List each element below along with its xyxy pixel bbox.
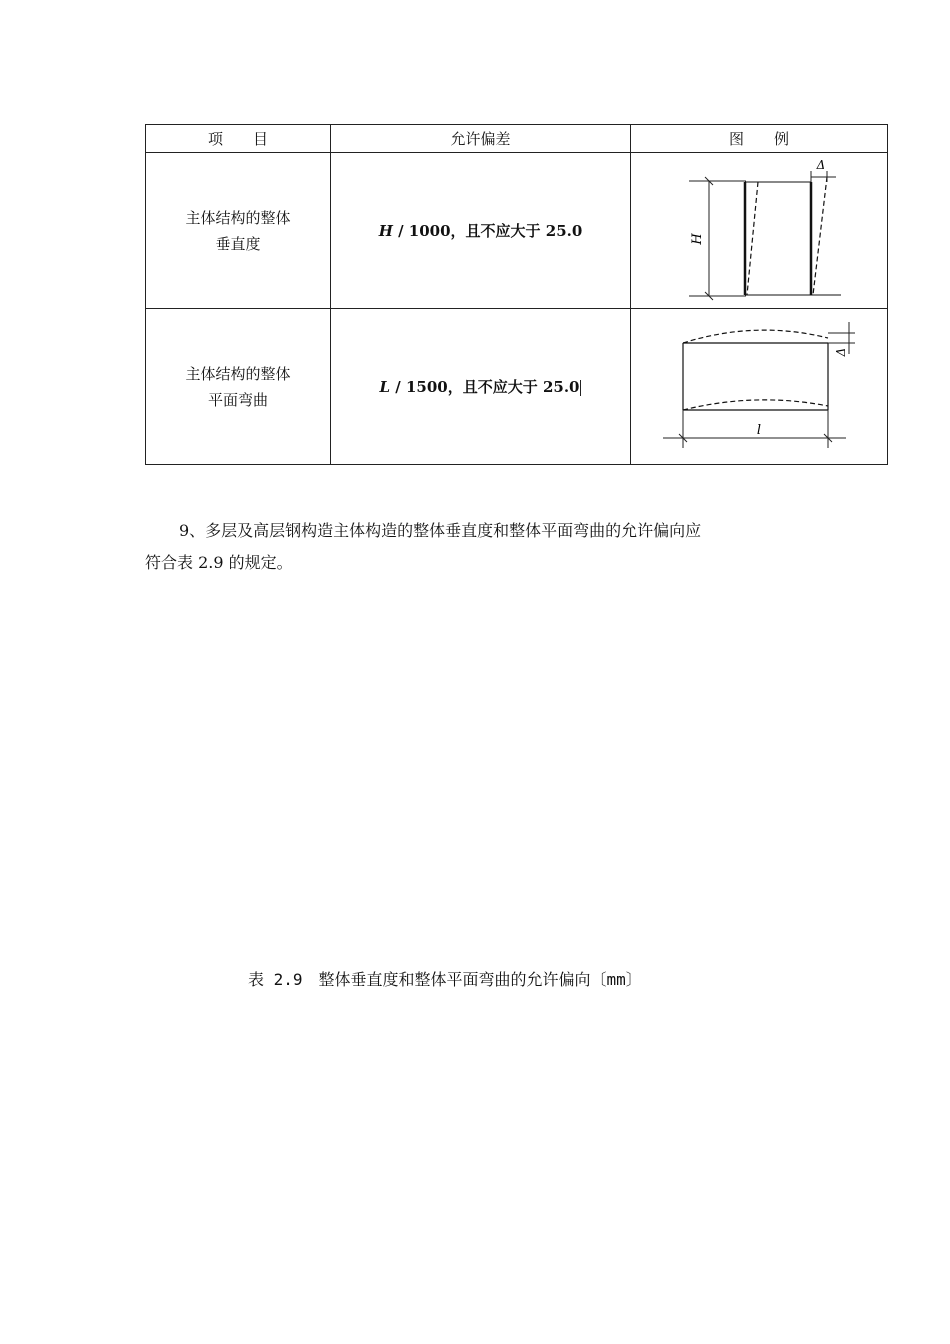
paragraph-line1: 9、多层及高层钢构造主体构造的整体垂直度和整体平面弯曲的允许偏向应 [179, 521, 702, 540]
table-header-row [146, 125, 888, 153]
figure-cell [631, 153, 888, 309]
delta-label: Δ [834, 347, 848, 357]
header-figure: 图 例 [631, 125, 888, 153]
deviation-value: / 1500，且不应大于 25.0 [390, 378, 580, 396]
deviation-cell [331, 153, 631, 309]
item-cell [146, 153, 331, 309]
header-item: 项 目 [146, 125, 331, 153]
deviation-value: / 1000，且不应大于 25.0 [392, 222, 583, 240]
item-label-line1: 主体结构的整体 [185, 364, 291, 383]
plane-bending-diagram [631, 310, 888, 463]
table-row [146, 153, 888, 309]
deviation-cell [331, 309, 631, 465]
paragraph-line2: 符合表 2.9 的规定。 [145, 553, 293, 572]
height-label: H [690, 233, 705, 245]
deviation-symbol: L [379, 378, 391, 396]
table-caption: 表 2.9 整体垂直度和整体平面弯曲的允许偏向〔mm〕 [248, 970, 642, 989]
tolerance-table [145, 124, 888, 465]
deviation-symbol: H [378, 222, 393, 240]
length-label: l [756, 423, 762, 438]
text-cursor [580, 380, 581, 396]
item-label-line2: 平面弯曲 [207, 390, 268, 409]
figure-cell [631, 309, 888, 465]
header-deviation: 允许偏差 [331, 125, 631, 153]
item-label-line1: 主体结构的整体 [185, 208, 291, 227]
delta-label: Δ [816, 158, 826, 172]
table-row [146, 309, 888, 465]
verticality-diagram [631, 153, 888, 308]
item-cell [146, 309, 331, 465]
body-paragraph [145, 515, 825, 579]
item-label-line2: 垂直度 [215, 234, 261, 253]
